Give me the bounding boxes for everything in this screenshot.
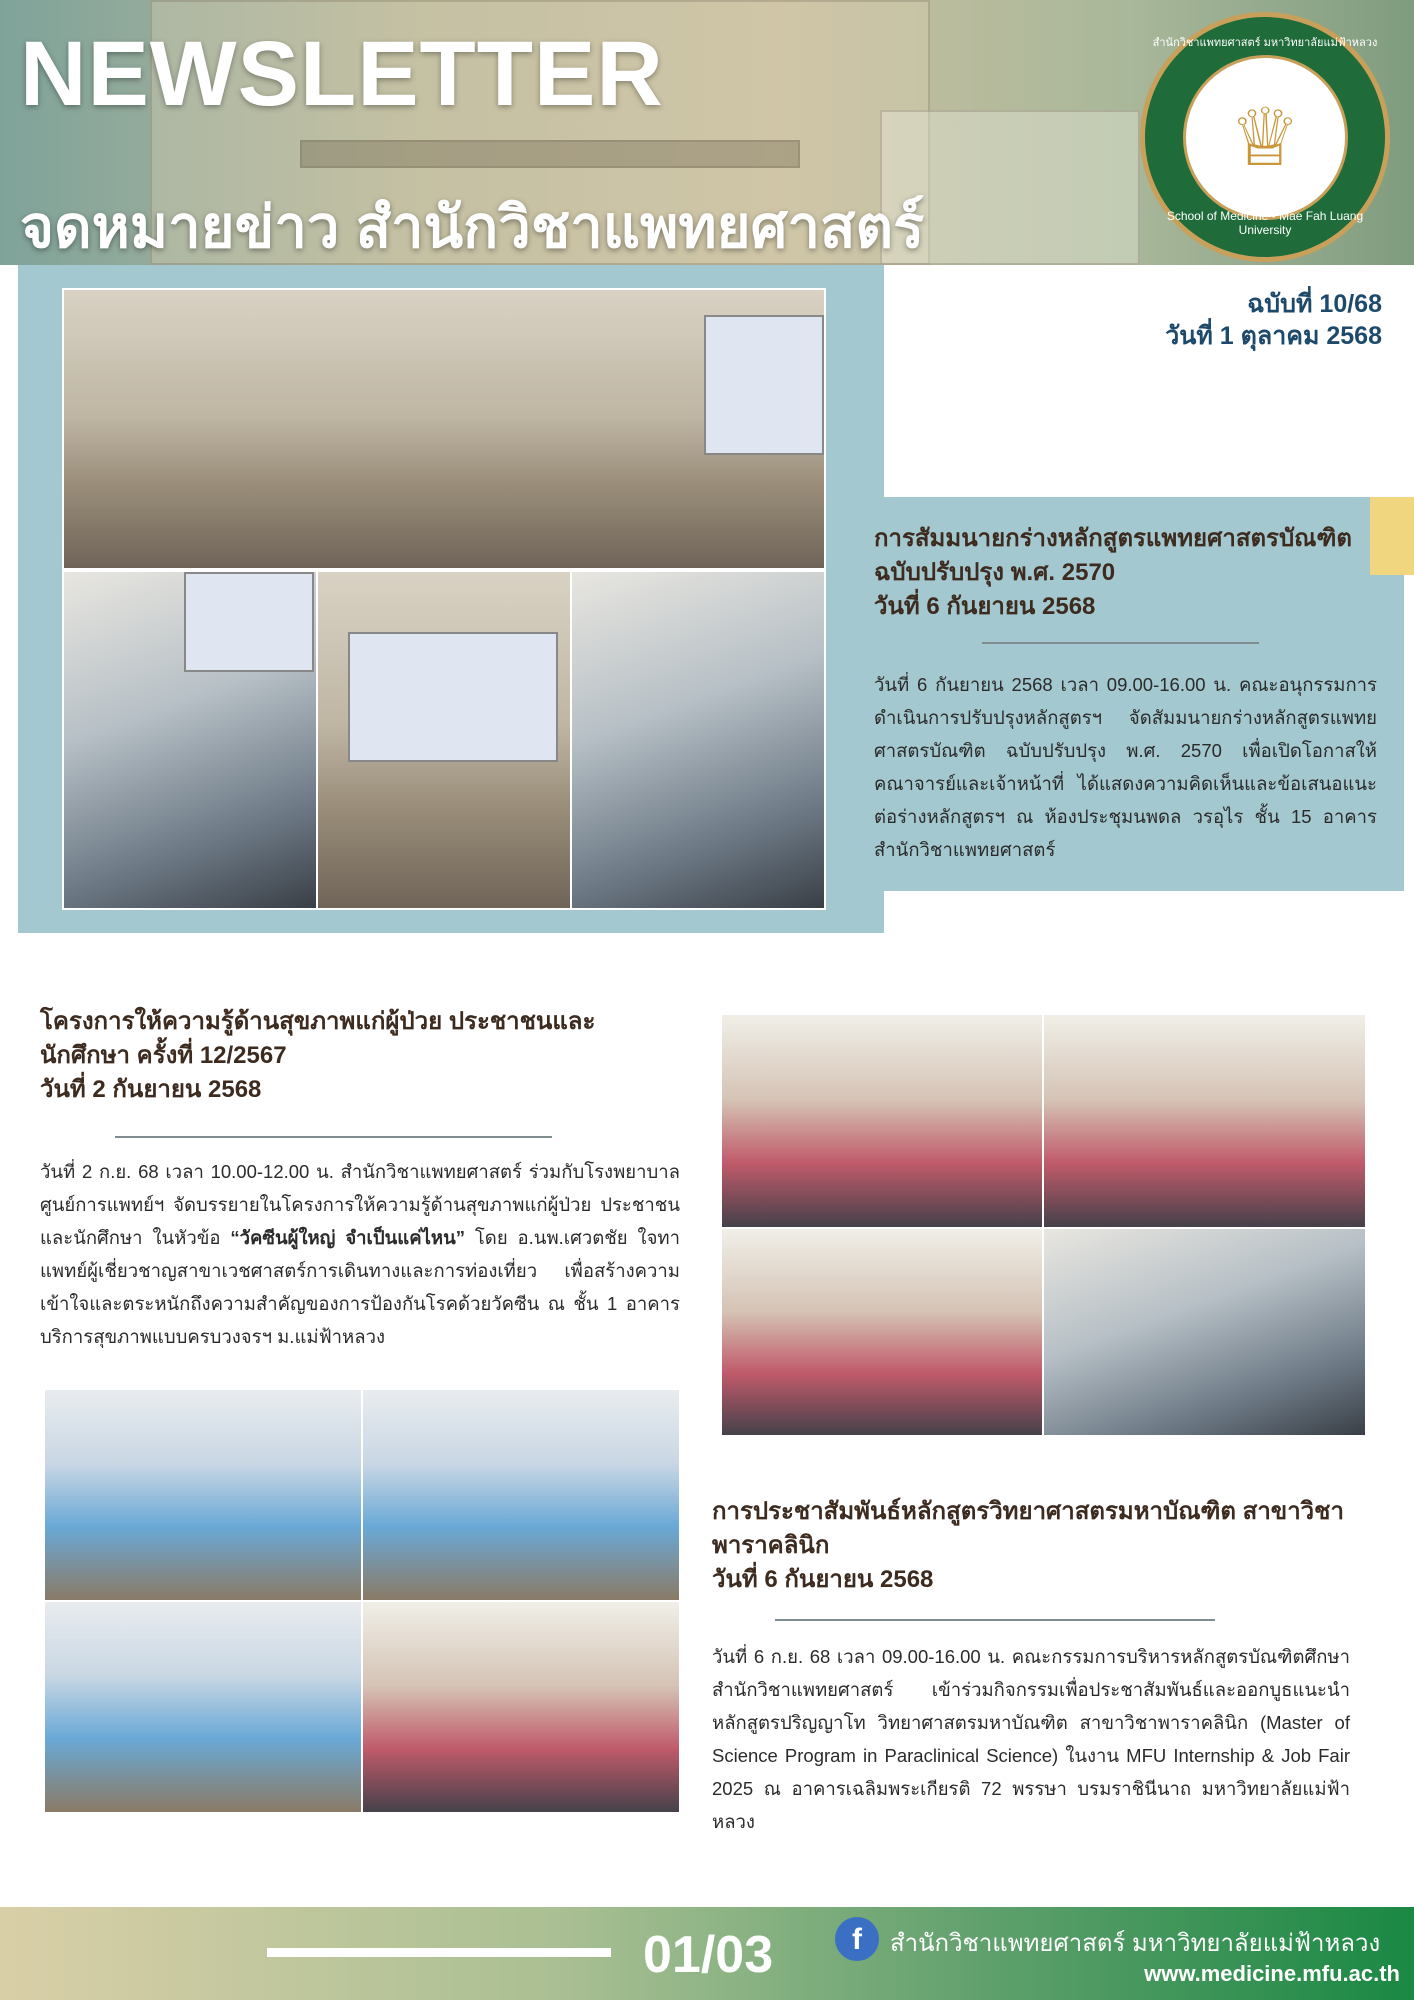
article3-date: วันที่ 6 กันยายน 2568: [712, 1566, 934, 1593]
article1-photo-laptops: [62, 570, 318, 910]
logo-text-thai: สำนักวิชาแพทยศาสตร์ มหาวิทยาลัยแม่ฟ้าหลวง: [1152, 37, 1378, 49]
divider: [775, 1619, 1215, 1621]
page-number: 01/03: [643, 1926, 774, 1984]
footer-bar: [267, 1948, 611, 1957]
article1-title-line: ฉบับปรับปรุง พ.ศ. 2570: [874, 559, 1116, 586]
newsletter-title: NEWSLETTER: [20, 23, 664, 125]
divider: [982, 642, 1259, 644]
yellow-accent: [1370, 497, 1414, 575]
newsletter-title-thai: จดหมายข่าว สำนักวิชาแพทยศาสตร์: [20, 195, 925, 260]
article2-body: [40, 1155, 680, 1353]
article1-body: วันที่ 6 กันยายน 2568 เวลา 09.00-16.00 น. คณะอนุกรรมการดำเนินการปรับปรุงหลักสูตรฯ จัดสัมมนายกร่างหลักสูตรแพทยศาสตรบัณฑิต ฉบับปรับปรุง พ.ศ. 2570 เพื่อเปิดโอกาสให้คณาจารย์และเจ้าหน้าที่ ได้แสดงความคิดเห็นและข้อเสนอแนะต่อร่างหลักสูตรฯ ณ ห้องประชุมนพดล วรอุไร ชั้น 15 อาคารสำนักวิชาแพทยศาสตร์: [874, 674, 1377, 860]
logo-text-english: School of Medicine • Mae Fah Luang University: [1166, 209, 1364, 237]
article3-title-line: การประชาสัมพันธ์หลักสูตรวิทยาศาสตรมหาบัณฑิต สาขาวิชา: [712, 1498, 1344, 1525]
article2-photo-lecture: [43, 1600, 363, 1814]
article2-photo-participants: [361, 1600, 681, 1814]
article1-photo-seminar-room: [62, 288, 826, 570]
school-logo: [1140, 12, 1390, 262]
article1-photo-presenter: [316, 570, 572, 910]
facebook-icon[interactable]: f: [835, 1917, 879, 1961]
issue-date: วันที่ 1 ตุลาคม 2568: [1165, 322, 1382, 350]
article3-title: [712, 1495, 1392, 1597]
article3-photo-booth-front: [720, 1227, 1044, 1437]
article2-title: [40, 1005, 680, 1107]
article2-photo-group: [361, 1388, 681, 1602]
divider: [115, 1136, 552, 1138]
article1-photo-audience: [570, 570, 826, 910]
issue-info: [1165, 288, 1382, 352]
article2-title-line: นักศึกษา ครั้งที่ 12/2567: [40, 1042, 287, 1069]
article3-body: วันที่ 6 ก.ย. 68 เวลา 09.00-16.00 น. คณะกรรมการบริหารหลักสูตรบัณฑิตศึกษา สำนักวิชาแพทยศาสตร์ เข้าร่วมกิจกรรมเพื่อประชาสัมพันธ์และออกบูธแนะนำหลักสูตรปริญญาโท วิทยาศาสตรมหาบัณฑิต สาขาวิชาพาราคลินิก (Master of Science Program in Paraclinical Science) ในงาน MFU Internship & Job Fair 2025 ณ อาคารเฉลิมพระเกียรติ 72 พรรษา บรมราชินีนาถ มหาวิทยาลัยแม่ฟ้าหลวง: [712, 1646, 1350, 1832]
article2-title-line: โครงการให้ความรู้ด้านสุขภาพแก่ผู้ป่วย ประชาชนและ: [40, 1008, 596, 1035]
article3-photo-fair-hall: [1042, 1227, 1367, 1437]
article1-title: [874, 522, 1374, 624]
header-banner: [0, 0, 1414, 265]
article3-photo-booth-team: [720, 1013, 1044, 1229]
article1-title-line: การสัมมนายกร่างหลักสูตรแพทยศาสตรบัณฑิต: [874, 525, 1352, 552]
article2-photo-audience: [43, 1388, 363, 1602]
article2-body-text: วันที่ 2 ก.ย. 68 เวลา 10.00-12.00 น. สำนักวิชาแพทยศาสตร์ ร่วมกับโรงพยาบาลศูนย์การแพทย์ฯ จัดบรรยายในโครงการให้ความรู้ด้านสุขภาพแก่ผู้ป่วย ประชาชนและนักศึกษา ในหัวข้อ: [40, 1161, 680, 1248]
website-link[interactable]: www.medicine.mfu.ac.th: [1144, 1961, 1400, 1986]
article3-title-line: พาราคลินิก: [712, 1532, 830, 1559]
logo-emblem-icon: ♕: [1183, 55, 1348, 220]
article3-photo-booth-visitors: [1042, 1013, 1367, 1229]
article1-date: วันที่ 6 กันยายน 2568: [874, 593, 1096, 620]
article2-topic: “วัคซีนผู้ใหญ่ จำเป็นแค่ไหน”: [230, 1227, 465, 1248]
facebook-page-link[interactable]: สำนักวิชาแพทยศาสตร์ มหาวิทยาลัยแม่ฟ้าหลวง: [890, 1930, 1381, 1957]
footer: [0, 1907, 1414, 2000]
article2-body-text: โดย อ.นพ.เศวตชัย ใจทา แพทย์ผู้เชี่ยวชาญสาขาเวชศาสตร์การเดินทางและการท่องเที่ยว เพื่อสร้างความเข้าใจและตระหนักถึงความสำคัญของการป้องกันโรคด้วยวัคซีน ณ ชั้น 1 อาคารบริการสุขภาพแบบครบวงจรฯ ม.แม่ฟ้าหลวง: [40, 1227, 680, 1347]
issue-number: ฉบับที่ 10/68: [1247, 290, 1382, 318]
article2-date: วันที่ 2 กันยายน 2568: [40, 1076, 262, 1103]
